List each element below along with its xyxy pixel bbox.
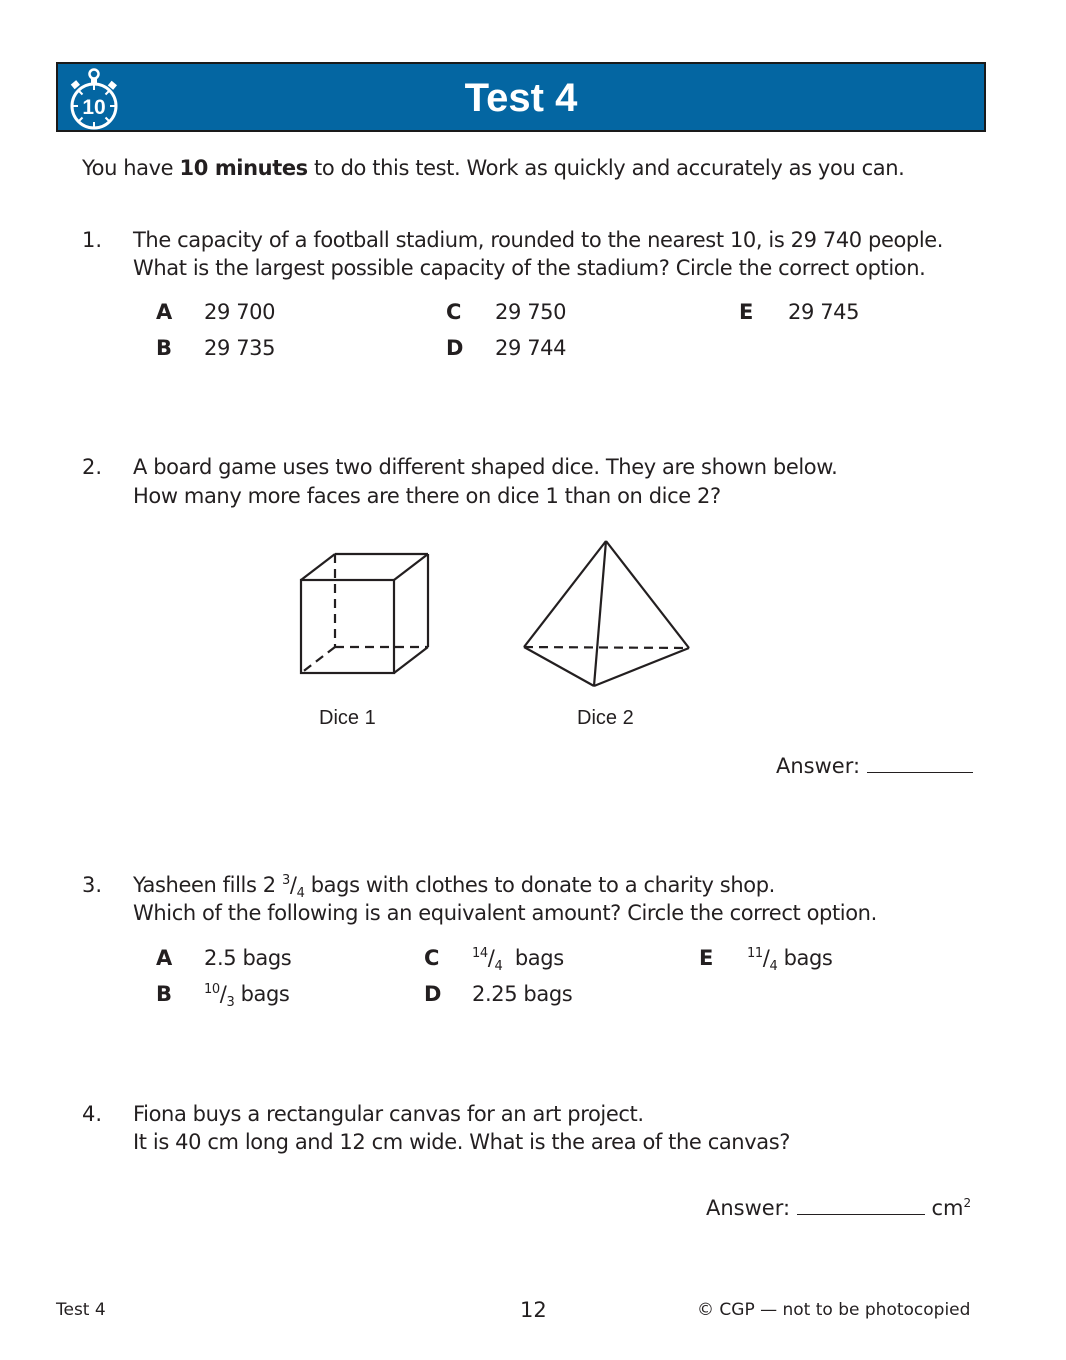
footer-test-label: Test 4 [56,1300,106,1320]
question-4-line-2: It is 40 cm long and 12 cm wide. What is the area of the canvas? [133,1130,791,1154]
question-2-line-1: A board game uses two different shaped dice. They are shown below. [133,455,838,479]
tetrahedron-dice-2 [524,541,689,686]
question-1-number: 1. [82,228,103,252]
intro-instructions: You have 10 minutes to do this test. Work as quickly and accurately as you can. [82,156,905,180]
dice-2-label: Dice 2 [577,707,634,729]
question-4-number: 4. [82,1102,103,1126]
question-3-line-2: Which of the following is an equivalent amount? Circle the correct option. [133,901,877,925]
dice-diagram [280,530,710,700]
question-2-line-2: How many more faces are there on dice 1 than on dice 2? [133,484,721,508]
question-4-answer-field[interactable] [797,1196,925,1215]
question-1-line-2: What is the largest possible capacity of the stadium? Circle the correct option. [133,256,926,280]
footer-copyright: © CGP — not to be photocopied [697,1300,971,1320]
question-2-answer-field[interactable] [867,754,973,773]
question-4-line-1: Fiona buys a rectangular canvas for an art project. [133,1102,644,1126]
cube-dice-1 [301,554,428,673]
question-3-number: 3. [82,873,103,897]
page-number: 12 [520,1298,547,1322]
question-4-answer: Answer: $cm^2$ [706,1196,972,1220]
question-2-number: 2. [82,455,103,479]
test-header-banner [56,62,986,132]
question-2-answer: Answer: [776,754,973,778]
question-1-line-1: The capacity of a football stadium, rounded to the nearest 10, is 29 740 people. [133,228,944,252]
svg-text:10: 10 [82,96,106,119]
question-3-line-1: Yasheen fills 2 $^3/_4$ bags with clothes to donate to a charity shop. [133,873,775,902]
test-title: Test 4 [464,76,578,120]
dice-1-label: Dice 1 [319,707,376,729]
